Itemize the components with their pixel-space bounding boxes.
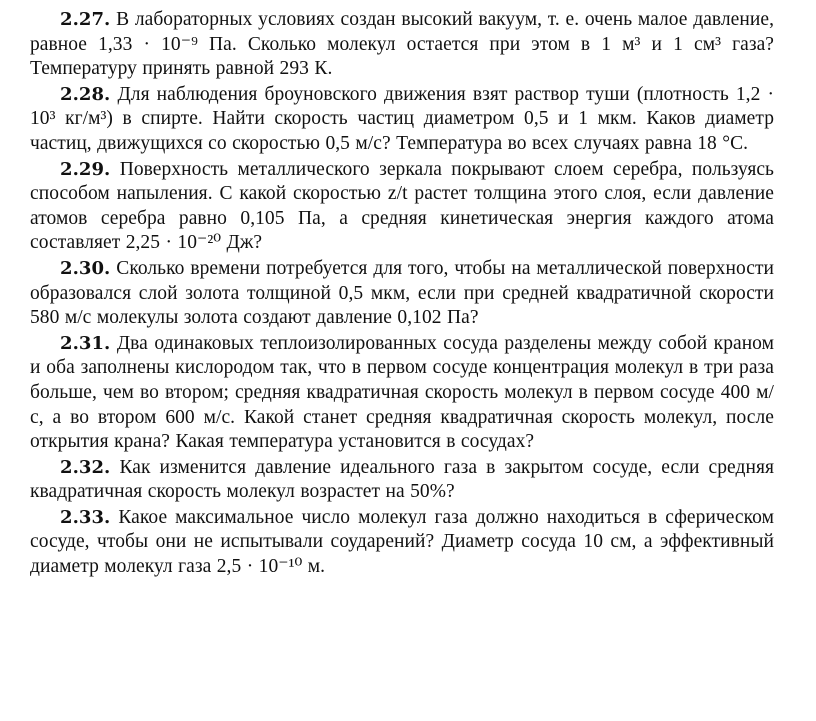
problem-number: 2.32. bbox=[60, 456, 111, 478]
problem-text: Для наблюдения броуновского движения взят раствор туши (плотность 1,2 · 10³ кг/м³) в спирте. Найти скорость частиц диаметром 0,5 и 1 мкм. Каков диаметр частиц, движущихся со скоростью 0,5 м/с? Температура во всех случаях равна 18 °С. bbox=[30, 83, 774, 154]
problem-text: Два одинаковых теплоизолированных сосуда разделены между собой краном и оба заполнены кислородом так, что в первом сосуде концентрация молекул в три раза больше, чем во втором; средняя квадратичная скорость молекул в первом сосуде 400 м/с, а во втором 600 м/с. Какой станет средняя квадратичная скорость молекул, после открытия крана? Какая температура установится в сосудах? bbox=[30, 332, 774, 453]
problem-2-29 bbox=[30, 158, 774, 256]
problem-number: 2.33. bbox=[60, 506, 111, 528]
problem-2-27 bbox=[30, 8, 774, 82]
problem-2-30 bbox=[30, 257, 774, 331]
problem-number: 2.28. bbox=[60, 83, 111, 105]
problem-number: 2.31. bbox=[60, 332, 111, 354]
problem-text: Сколько времени потребуется для того, чтобы на металлической поверхности образовался слой золота толщиной 0,5 мкм, если при средней квадратичной скорости 580 м/с молекулы золота создают давление 0,102 Па? bbox=[30, 257, 774, 329]
problem-2-28 bbox=[30, 83, 774, 157]
problem-text: В лабораторных условиях создан высокий вакуум, т. е. очень малое давление, равное 1,33 · 10⁻⁹ Па. Сколько молекул остается при этом в 1 м³ и 1 см³ газа? Температуру принять равной 293 К. bbox=[30, 9, 774, 80]
problem-number: 2.29. bbox=[60, 158, 111, 180]
problem-2-31 bbox=[30, 332, 774, 455]
problem-text: Какое максимальное число молекул газа должно находиться в сферическом сосуде, чтобы они не испытывали соударений? Диаметр сосуда 10 см, а эффективный диаметр молекул газа 2,5 · 10⁻¹⁰ м. bbox=[30, 506, 774, 578]
problem-text: Как изменится давление идеального газа в закрытом сосуде, если средняя квадратичная скорость молекул возрастет на 50%? bbox=[30, 456, 774, 503]
problem-text: Поверхность металлического зеркала покрывают слоем серебра, пользуясь способом напыления. С какой скоростью z/t растет толщина этого слоя, если давление атомов серебра равно 0,105 Па, а средняя кинетическая энергия каждого атома составляет 2,25 · 10⁻²⁰ Дж? bbox=[30, 158, 774, 254]
problem-number: 2.27. bbox=[60, 9, 111, 30]
problem-list bbox=[30, 8, 774, 580]
problem-number: 2.30. bbox=[60, 257, 111, 279]
problem-2-33 bbox=[30, 506, 774, 580]
problem-2-32 bbox=[30, 456, 774, 505]
